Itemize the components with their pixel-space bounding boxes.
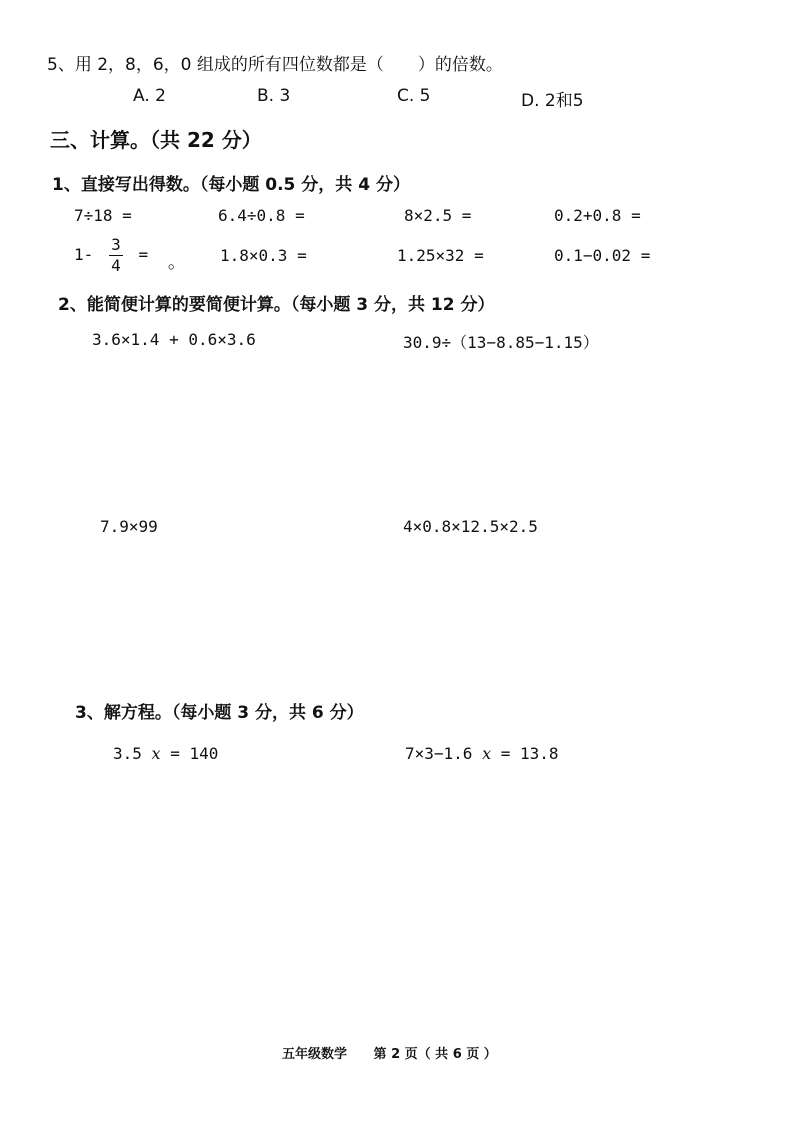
option-d: D. 2和5 — [521, 91, 584, 111]
oral-problem-1: 7÷18 = — [74, 206, 132, 225]
oral-problem-2: 6.4÷0.8 = — [218, 206, 305, 225]
fraction-three-quarters — [109, 236, 123, 275]
fraction-prefix: 1- — [74, 245, 94, 264]
oral-problem-4: 0.2+0.8 = — [554, 206, 641, 225]
simplify-problem-4: 4×0.8×12.5×2.5 — [403, 517, 538, 536]
fraction-numerator: 3 — [111, 235, 121, 254]
option-b: B. 3 — [257, 86, 291, 106]
oral-problem-7: 1.25×32 = — [397, 246, 484, 265]
oral-problem-8: 0.1−0.02 = — [554, 246, 651, 265]
fraction-denominator: 4 — [111, 256, 121, 275]
section-3-title: 三、计算。（共 22 分） — [50, 128, 262, 152]
question-5-text: 5、用 2，8，6，0 组成的所有四位数都是（ ）的倍数。 — [47, 55, 503, 75]
equation-1-left: 3.5 — [113, 744, 152, 763]
equation-1-right: = 140 — [160, 744, 219, 763]
simplify-problem-3: 7.9×99 — [100, 517, 158, 536]
equation-2-right: = 13.8 — [491, 744, 559, 763]
page-footer — [282, 1043, 519, 1062]
footer-subject: 五年级数学 — [282, 1047, 348, 1062]
equation-2 — [405, 744, 559, 763]
oral-problem-5 — [74, 236, 186, 275]
equation-2-variable: x — [482, 744, 492, 763]
simplify-problem-1: 3.6×1.4 + 0.6×3.6 — [92, 330, 256, 349]
part-2-title: 2、能简便计算的要简便计算。（每小题 3 分，共 12 分） — [58, 295, 495, 315]
part-3-title: 3、解方程。（每小题 3 分，共 6 分） — [75, 703, 364, 723]
equation-1-variable: x — [151, 744, 161, 763]
footer-page-number: 第 2 页（ 共 6 页 ） — [373, 1047, 497, 1062]
equation-2-left: 7×3−1.6 — [405, 744, 483, 763]
simplify-problem-2: 30.9÷（13−8.85−1.15） — [403, 333, 599, 352]
stray-mark: 。 — [167, 252, 186, 273]
oral-problem-3: 8×2.5 = — [404, 206, 472, 225]
oral-problem-6: 1.8×0.3 = — [220, 246, 307, 265]
part-1-title: 1、直接写出得数。（每小题 0.5 分，共 4 分） — [52, 175, 410, 195]
option-c: C. 5 — [397, 86, 431, 106]
fraction-equals: = — [138, 245, 149, 264]
option-a: A. 2 — [133, 86, 166, 106]
equation-1 — [113, 744, 218, 763]
